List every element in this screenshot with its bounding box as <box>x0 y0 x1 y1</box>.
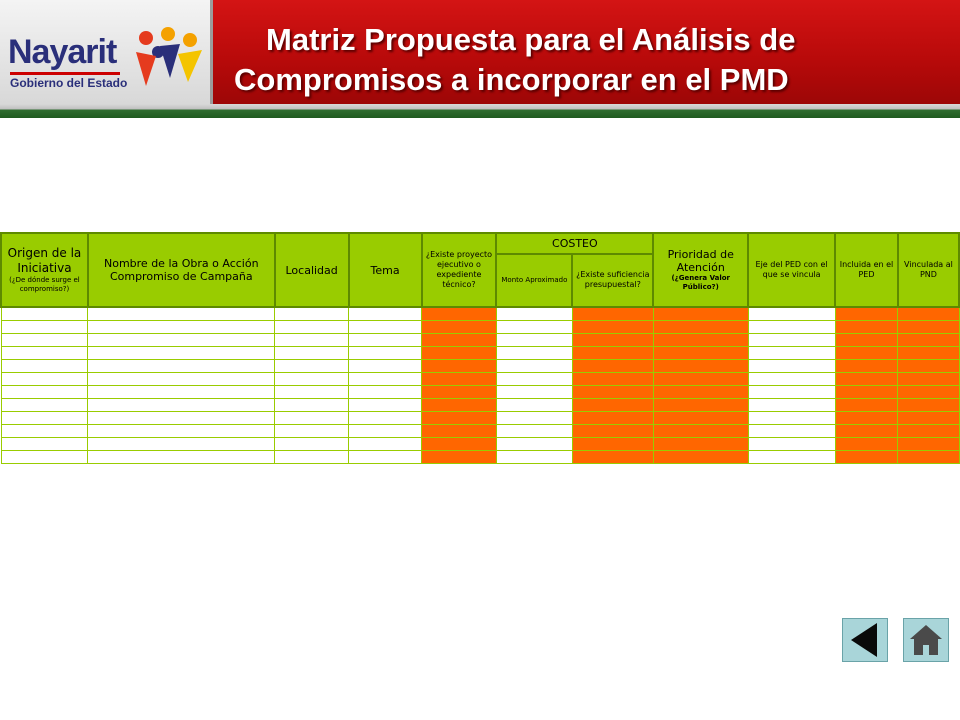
header-prioridad <box>653 233 748 307</box>
cell-eje[interactable] <box>748 412 835 425</box>
table-row <box>1 360 959 373</box>
cell-nombre[interactable] <box>88 347 275 360</box>
cell-tema[interactable] <box>349 412 422 425</box>
cell-origen[interactable] <box>1 438 88 451</box>
page-title-line-2: Compromisos a incorporar en el PMD <box>234 62 789 97</box>
cell-eje[interactable] <box>748 347 835 360</box>
cell-prioridad[interactable] <box>653 360 748 373</box>
cell-localidad[interactable] <box>275 334 349 347</box>
cell-proyecto[interactable] <box>422 321 497 334</box>
cell-prioridad[interactable] <box>653 347 748 360</box>
cell-proyecto[interactable] <box>422 334 497 347</box>
cell-proyecto[interactable] <box>422 438 497 451</box>
cell-origen[interactable] <box>1 386 88 399</box>
cell-eje[interactable] <box>748 399 835 412</box>
cell-vinculada[interactable] <box>898 425 959 438</box>
cell-nombre[interactable] <box>88 386 275 399</box>
cell-tema[interactable] <box>349 425 422 438</box>
cell-localidad[interactable] <box>275 425 349 438</box>
cell-localidad[interactable] <box>275 399 349 412</box>
cell-localidad[interactable] <box>275 307 349 321</box>
table-row <box>1 386 959 399</box>
home-button[interactable] <box>903 618 949 662</box>
cell-proyecto[interactable] <box>422 386 497 399</box>
cell-nombre[interactable] <box>88 425 275 438</box>
cell-suficiencia[interactable] <box>572 334 653 347</box>
cell-tema[interactable] <box>349 399 422 412</box>
cell-origen[interactable] <box>1 425 88 438</box>
cell-nombre[interactable] <box>88 360 275 373</box>
cell-nombre[interactable] <box>88 412 275 425</box>
cell-eje[interactable] <box>748 386 835 399</box>
cell-vinculada[interactable] <box>898 334 959 347</box>
header-proyecto: ¿Existe proyecto ejecutivo o expediente técnico? <box>422 233 497 307</box>
cell-monto[interactable] <box>496 360 572 373</box>
cell-monto[interactable] <box>496 321 572 334</box>
header-suficiencia: ¿Existe suficiencia presupuestal? <box>572 254 653 307</box>
cell-incluida[interactable] <box>835 360 898 373</box>
cell-nombre[interactable] <box>88 321 275 334</box>
cell-origen[interactable] <box>1 451 88 464</box>
header-origen <box>1 233 88 307</box>
cell-vinculada[interactable] <box>898 386 959 399</box>
cell-suficiencia[interactable] <box>572 307 653 321</box>
cell-prioridad[interactable] <box>653 399 748 412</box>
back-button[interactable] <box>842 618 888 662</box>
cell-origen[interactable] <box>1 360 88 373</box>
cell-vinculada[interactable] <box>898 307 959 321</box>
cell-proyecto[interactable] <box>422 360 497 373</box>
cell-incluida[interactable] <box>835 399 898 412</box>
cell-eje[interactable] <box>748 321 835 334</box>
cell-suficiencia[interactable] <box>572 451 653 464</box>
cell-monto[interactable] <box>496 451 572 464</box>
table-row <box>1 438 959 451</box>
cell-vinculada[interactable] <box>898 321 959 334</box>
header-localidad: Localidad <box>275 233 349 307</box>
cell-eje[interactable] <box>748 334 835 347</box>
cell-monto[interactable] <box>496 438 572 451</box>
cell-prioridad[interactable] <box>653 412 748 425</box>
cell-suficiencia[interactable] <box>572 425 653 438</box>
cell-suficiencia[interactable] <box>572 438 653 451</box>
cell-eje[interactable] <box>748 438 835 451</box>
cell-origen[interactable] <box>1 307 88 321</box>
matrix-body <box>1 307 959 464</box>
cell-localidad[interactable] <box>275 386 349 399</box>
logo <box>0 0 213 104</box>
cell-eje[interactable] <box>748 425 835 438</box>
cell-tema[interactable] <box>349 373 422 386</box>
cell-vinculada[interactable] <box>898 451 959 464</box>
cell-localidad[interactable] <box>275 438 349 451</box>
logo-underline <box>10 72 120 75</box>
cell-incluida[interactable] <box>835 347 898 360</box>
header-prioridad-label: Prioridad de Atención <box>667 248 734 274</box>
cell-vinculada[interactable] <box>898 412 959 425</box>
cell-nombre[interactable] <box>88 438 275 451</box>
cell-localidad[interactable] <box>275 412 349 425</box>
cell-incluida[interactable] <box>835 307 898 321</box>
logo-subtitle: Gobierno del Estado <box>10 76 128 90</box>
header-prioridad-note: (¿Genera Valor Público?) <box>671 274 730 291</box>
table-row <box>1 321 959 334</box>
cell-eje[interactable] <box>748 373 835 386</box>
cell-suficiencia[interactable] <box>572 347 653 360</box>
cell-localidad[interactable] <box>275 373 349 386</box>
cell-proyecto[interactable] <box>422 399 497 412</box>
cell-tema[interactable] <box>349 360 422 373</box>
cell-localidad[interactable] <box>275 347 349 360</box>
people-figures-icon <box>132 26 204 96</box>
cell-origen[interactable] <box>1 334 88 347</box>
cell-origen[interactable] <box>1 412 88 425</box>
cell-nombre[interactable] <box>88 451 275 464</box>
cell-suficiencia[interactable] <box>572 386 653 399</box>
cell-incluida[interactable] <box>835 386 898 399</box>
cell-origen[interactable] <box>1 347 88 360</box>
cell-incluida[interactable] <box>835 412 898 425</box>
cell-proyecto[interactable] <box>422 425 497 438</box>
cell-origen[interactable] <box>1 399 88 412</box>
cell-suficiencia[interactable] <box>572 373 653 386</box>
cell-nombre[interactable] <box>88 307 275 321</box>
table-row <box>1 425 959 438</box>
page-title <box>222 20 922 100</box>
table-row <box>1 307 959 321</box>
cell-vinculada[interactable] <box>898 347 959 360</box>
cell-prioridad[interactable] <box>653 307 748 321</box>
cell-monto[interactable] <box>496 399 572 412</box>
header-monto: Monto Aproximado <box>496 254 572 307</box>
cell-eje[interactable] <box>748 307 835 321</box>
cell-vinculada[interactable] <box>898 399 959 412</box>
cell-localidad[interactable] <box>275 321 349 334</box>
cell-origen[interactable] <box>1 321 88 334</box>
table-row <box>1 373 959 386</box>
cell-incluida[interactable] <box>835 425 898 438</box>
cell-nombre[interactable] <box>88 334 275 347</box>
cell-nombre[interactable] <box>88 399 275 412</box>
cell-suficiencia[interactable] <box>572 399 653 412</box>
cell-eje[interactable] <box>748 360 835 373</box>
header-tema: Tema <box>349 233 422 307</box>
cell-proyecto[interactable] <box>422 307 497 321</box>
cell-proyecto[interactable] <box>422 373 497 386</box>
cell-tema[interactable] <box>349 451 422 464</box>
cell-tema[interactable] <box>349 438 422 451</box>
cell-incluida[interactable] <box>835 321 898 334</box>
cell-prioridad[interactable] <box>653 451 748 464</box>
cell-proyecto[interactable] <box>422 412 497 425</box>
cell-nombre[interactable] <box>88 373 275 386</box>
cell-tema[interactable] <box>349 334 422 347</box>
header-divider <box>0 104 960 118</box>
table-row <box>1 451 959 464</box>
cell-proyecto[interactable] <box>422 451 497 464</box>
cell-monto[interactable] <box>496 386 572 399</box>
cell-origen[interactable] <box>1 373 88 386</box>
cell-tema[interactable] <box>349 347 422 360</box>
cell-tema[interactable] <box>349 307 422 321</box>
page-title-line-1: Matriz Propuesta para el Análisis de <box>266 22 796 57</box>
header-nombre: Nombre de la Obra o Acción Compromiso de Campaña <box>88 233 275 307</box>
cell-prioridad[interactable] <box>653 334 748 347</box>
table-row <box>1 412 959 425</box>
house-icon <box>904 619 948 661</box>
cell-monto[interactable] <box>496 307 572 321</box>
cell-vinculada[interactable] <box>898 438 959 451</box>
analysis-matrix-table <box>0 232 960 464</box>
cell-prioridad[interactable] <box>653 386 748 399</box>
header-eje: Eje del PED con el que se vincula <box>748 233 835 307</box>
table-row <box>1 334 959 347</box>
cell-monto[interactable] <box>496 373 572 386</box>
cell-proyecto[interactable] <box>422 347 497 360</box>
cell-monto[interactable] <box>496 425 572 438</box>
cell-prioridad[interactable] <box>653 425 748 438</box>
cell-suficiencia[interactable] <box>572 321 653 334</box>
cell-incluida[interactable] <box>835 334 898 347</box>
cell-prioridad[interactable] <box>653 373 748 386</box>
header-incluida: Incluida en el PED <box>835 233 898 307</box>
header-origen-note: (¿De dónde surge el compromiso?) <box>9 276 80 293</box>
header-vinculada: Vinculada al PND <box>898 233 959 307</box>
cell-suficiencia[interactable] <box>572 360 653 373</box>
cell-monto[interactable] <box>496 334 572 347</box>
logo-name: Nayarit <box>8 33 117 71</box>
cell-monto[interactable] <box>496 412 572 425</box>
header-costeo: COSTEO <box>496 233 653 254</box>
table-row <box>1 399 959 412</box>
cell-prioridad[interactable] <box>653 321 748 334</box>
cell-incluida[interactable] <box>835 451 898 464</box>
cell-vinculada[interactable] <box>898 373 959 386</box>
cell-localidad[interactable] <box>275 451 349 464</box>
cell-tema[interactable] <box>349 386 422 399</box>
left-triangle-icon <box>843 619 887 661</box>
table-row <box>1 347 959 360</box>
cell-eje[interactable] <box>748 451 835 464</box>
cell-vinculada[interactable] <box>898 360 959 373</box>
cell-tema[interactable] <box>349 321 422 334</box>
cell-prioridad[interactable] <box>653 438 748 451</box>
cell-incluida[interactable] <box>835 373 898 386</box>
cell-suficiencia[interactable] <box>572 412 653 425</box>
cell-monto[interactable] <box>496 347 572 360</box>
cell-localidad[interactable] <box>275 360 349 373</box>
cell-incluida[interactable] <box>835 438 898 451</box>
header-origen-label: Origen de la Iniciativa <box>7 246 82 275</box>
